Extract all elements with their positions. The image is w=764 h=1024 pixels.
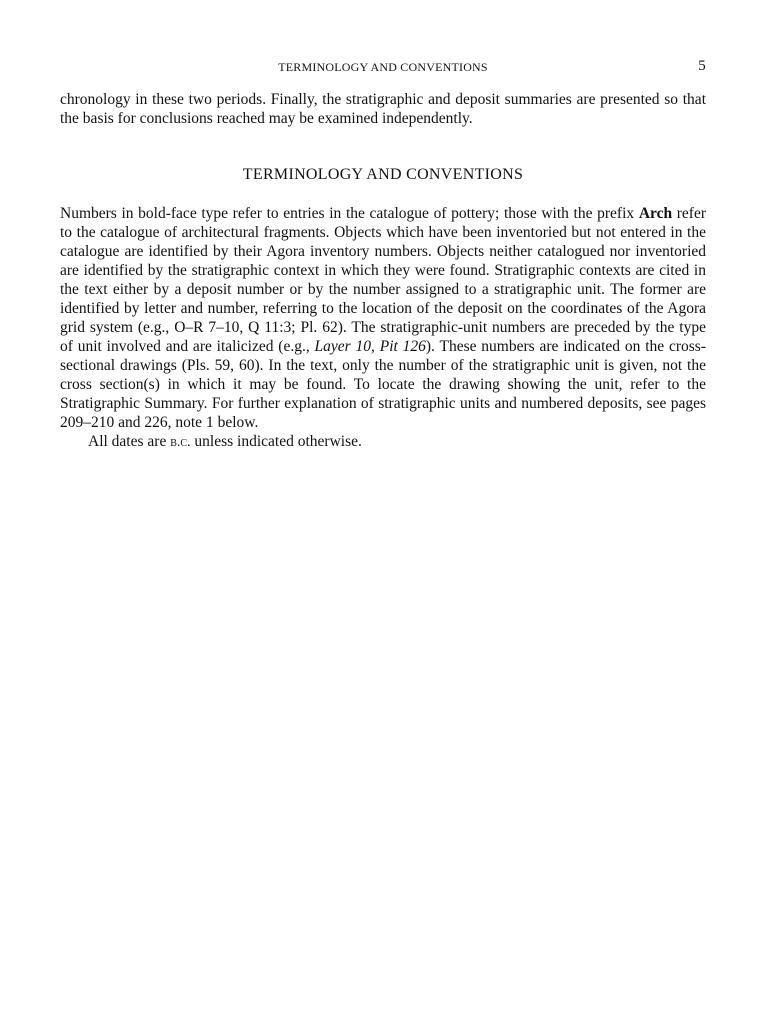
section-heading: TERMINOLOGY AND CONVENTIONS <box>242 166 524 183</box>
text-run: Numbers in bold-face type refer to entries in the catalogue of pottery; those with the prefix <box>60 205 639 222</box>
italic-example: Pit 126 <box>379 338 426 355</box>
page <box>60 58 706 452</box>
dates-paragraph <box>60 432 706 452</box>
text-run: All dates are <box>88 433 171 450</box>
page-number: 5 <box>698 58 706 74</box>
running-head-title: TERMINOLOGY AND CONVENTIONS <box>278 60 488 74</box>
text-run: refer to the catalogue of architectural fragments. Objects which have been inventoried but not entered in the catalogue are identified by their Agora inventory numbers. Objects neither catalogued nor inventoried are identified by the stratigraphic context in which they were found. Stratigraphic contexts are cited in the text either by a deposit number or by the number assigned to a stratigraphic unit. The former are identified by letter and number, referring to the location of the deposit on the coordinates of the Agora grid system (e.g., O–R 7–10, Q 11:3; Pl. 62). The stratigraphic-unit numbers are preceded by the type of unit involved and are italicized (e.g., <box>60 205 707 355</box>
conventions-paragraph <box>60 204 706 432</box>
running-head <box>60 58 706 78</box>
italic-example: Layer 10 <box>314 338 372 355</box>
intro-paragraph: chronology in these two periods. Finally, the stratigraphic and deposit summaries are presented so that the basis for conclusions reached may be examined independently. <box>60 91 706 127</box>
text-run: ). These numbers are indicated on the cross-sectional drawings (Pls. 59, 60). In the text, only the number of the stratigraphic unit is given, not the cross section(s) in which it may be found. To locate the drawing showing the unit, refer to the Stratigraphic Summary. For further explanation of stratigraphic units and numbered deposits, see pages 209–210 and 226, note 1 below. <box>60 338 706 431</box>
text-run: , <box>371 338 380 355</box>
text-run: unless indicated otherwise. <box>190 433 362 450</box>
bold-prefix: Arch <box>638 205 673 222</box>
small-caps-era: b.c. <box>170 435 191 450</box>
